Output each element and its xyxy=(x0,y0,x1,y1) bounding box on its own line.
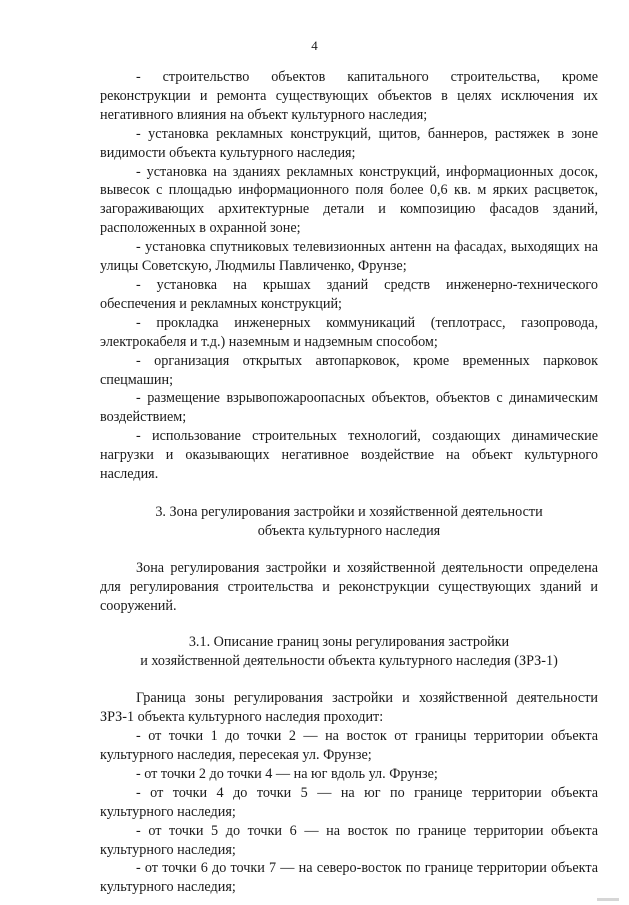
page-number: 4 xyxy=(311,38,318,53)
restriction-item: - размещение взрывопожароопасных объектов, объектов с динамическим воздействием; xyxy=(100,390,598,426)
restriction-item: - организация открытых автопарковок, кроме временных парковок спецмашин; xyxy=(100,352,598,388)
boundary-point-item: - от точки 2 до точки 4 — на юг вдоль ул. Фрунзе; xyxy=(136,765,438,782)
section-3-paragraph: Зона регулирования застройки и хозяйственной деятельности определена для регулирования строительства и реконструкции существующих зданий и сооружений. xyxy=(100,559,598,614)
section-3-heading-line1: 3. Зона регулирования застройки и хозяйственной деятельности xyxy=(155,503,543,520)
section-3-1-heading-line1: 3.1. Описание границ зоны регулирования застройки xyxy=(188,634,510,651)
scan-artifact xyxy=(597,898,619,901)
restriction-item: - использование строительных технологий, создающих динамические нагрузки и оказывающих негативное воздействие на объект культурного наследия. xyxy=(100,428,598,483)
boundary-point-item: - от точки 1 до точки 2 — на восток от границы территории объекта культурного наследия, пересекая ул. Фрунзе; xyxy=(100,728,598,763)
restriction-item: - установка рекламных конструкций, щитов, баннеров, растяжек в зоне видимости объекта культурного наследия; xyxy=(100,125,598,161)
section-3-1-heading-line2: и хозяйственной деятельности объекта культурного наследия (ЗРЗ-1) xyxy=(140,653,558,670)
boundary-point-item: - от точки 4 до точки 5 — на юг по границе территории объекта культурного наследия; xyxy=(100,784,598,820)
restriction-item: - строительство объектов капитального строительства, кроме реконструкции и ремонта существующих объектов в целях исключения их негативного влияния на объект культурного наследия; xyxy=(100,69,598,123)
document-body xyxy=(100,68,598,897)
section-3-heading-line2: объекта культурного наследия xyxy=(257,522,441,539)
section-3-1-intro: Граница зоны регулирования застройки и хозяйственной деятельности ЗРЗ-1 объекта культурного наследия проходит: xyxy=(100,690,598,726)
boundary-point-item: - от точки 6 до точки 7 — на северо-восток по границе территории объекта культурного наследия; xyxy=(100,860,598,896)
restriction-item: - прокладка инженерных коммуникаций (теплотрасс, газопровода, электрокабеля и т.д.) наземным и надземным способом; xyxy=(100,314,598,350)
restriction-item: - установка на зданиях рекламных конструкций, информационных досок, вывесок с площадью информационного поля более 0,6 кв. м ярких расцветок, загораживающих архитектурные детали и композицию фасадов зданий, расположенных в охранной зоне; xyxy=(100,163,598,237)
restriction-item: - установка спутниковых телевизионных антенн на фасадах, выходящих на улицы Советскую, Людмилы Павличенко, Фрунзе; xyxy=(100,239,598,275)
boundary-point-item: - от точки 5 до точки 6 — на восток по границе территории объекта культурного наследия; xyxy=(100,822,598,858)
restriction-item: - установка на крышах зданий средств инженерно-технического обеспечения и рекламных конструкций; xyxy=(100,276,598,312)
